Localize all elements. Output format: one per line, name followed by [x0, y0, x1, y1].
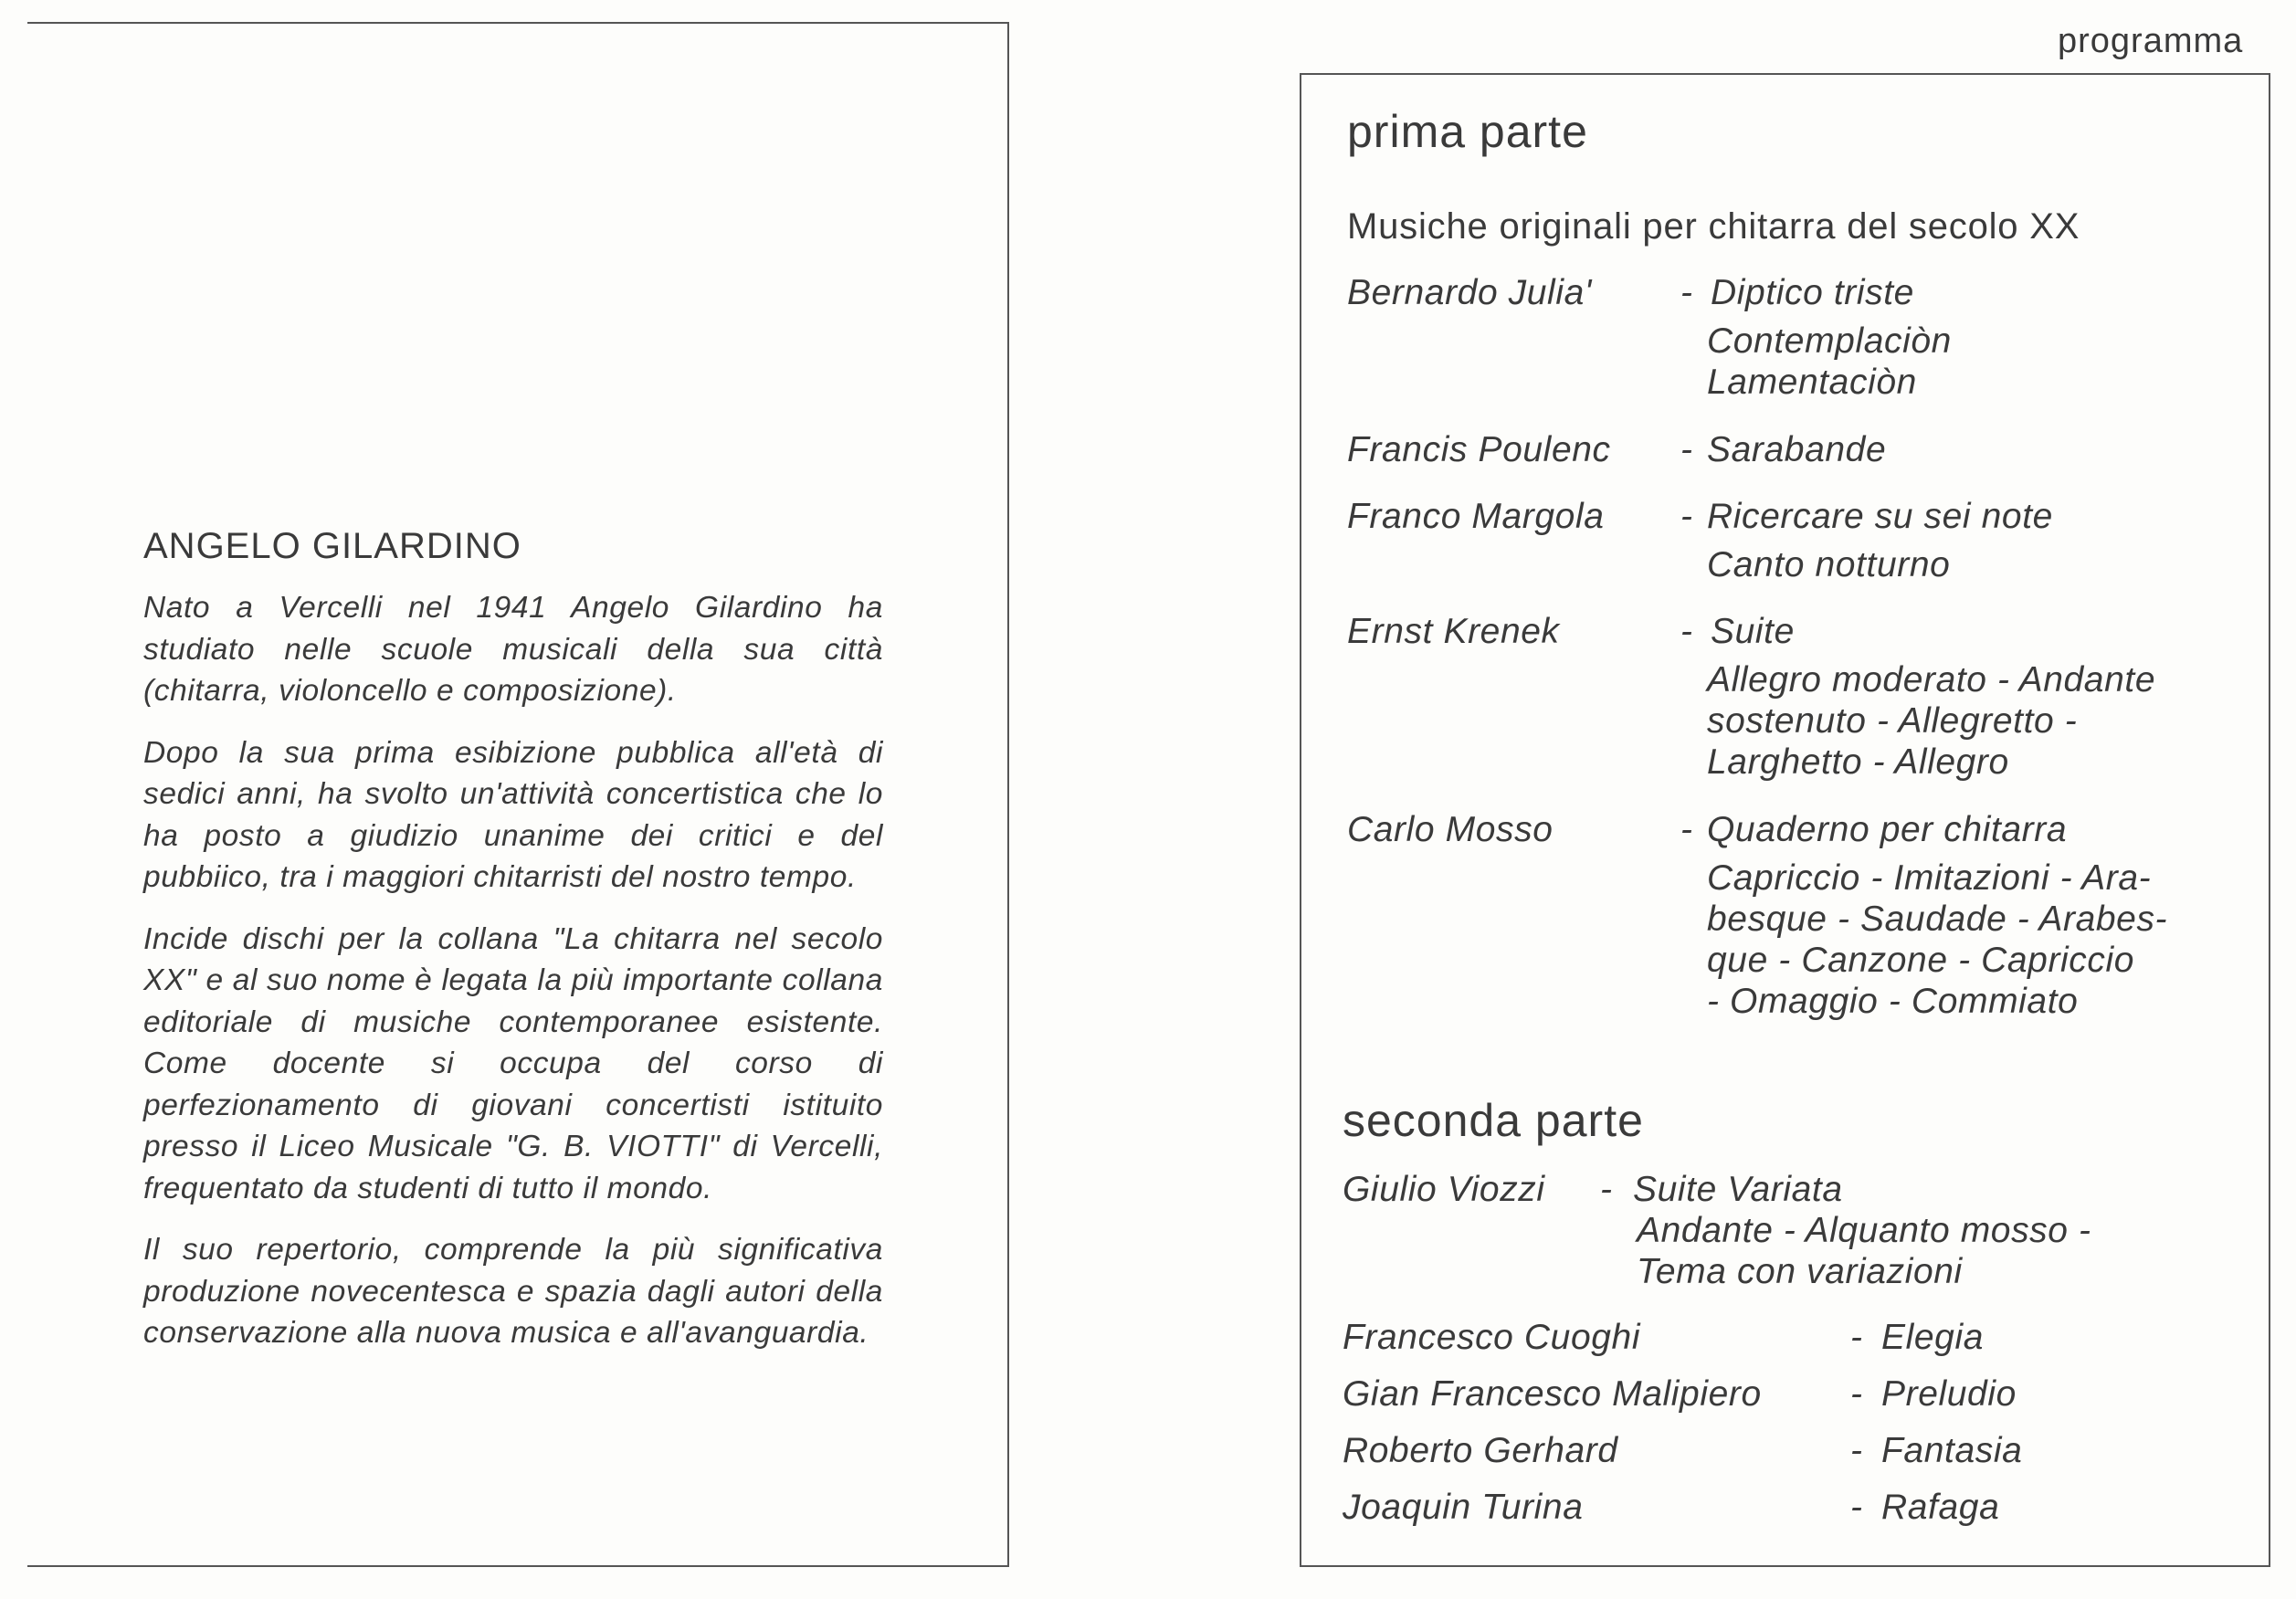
bio-paragraph-2: Dopo la sua prima esibizione pubblica all'età di sedici anni, ha svolto un'attività concertistica che lo ha posto a giudizio unanime dei critici e del pubbiico, tra i maggiori chitarristi del nostro tempo.	[143, 735, 883, 894]
work-detail: Tema con variazioni	[1637, 1252, 1963, 1291]
work-title: Ricercare su sei note	[1707, 497, 2053, 536]
dash: -	[1680, 497, 1693, 536]
bio-title: ANGELO GILARDINO	[143, 526, 521, 566]
work-title: Rafaga	[1881, 1488, 2000, 1527]
dash: -	[1680, 273, 1693, 312]
work-detail: Canto notturno	[1707, 545, 1951, 584]
composer-name: Ernst Krenek	[1347, 612, 1560, 651]
composer-name: Giulio Viozzi	[1343, 1170, 1545, 1209]
work-title: Suite Variata	[1633, 1170, 1843, 1209]
seconda-parte-title-wrap	[1343, 1094, 2238, 1147]
work-detail: besque - Saudade - Arabes-	[1707, 899, 2168, 939]
work-detail: Lamentaciòn	[1707, 363, 1917, 402]
biography	[143, 526, 883, 1374]
prima-parte-subheading-wrap	[1347, 206, 2242, 247]
work-title: Elegia	[1881, 1318, 1985, 1357]
dash: -	[1850, 1431, 1863, 1470]
section-title-prima: prima parte	[1347, 106, 1588, 157]
composer-name: Joaquin Turina	[1343, 1488, 1584, 1527]
work-detail: - Omaggio - Commiato	[1707, 982, 2079, 1021]
work-detail: que - Canzone - Capriccio	[1707, 941, 2135, 980]
work-detail: Larghetto - Allegro	[1707, 742, 2009, 782]
composer-name: Francesco Cuoghi	[1343, 1318, 1641, 1357]
dash: -	[1850, 1374, 1863, 1414]
work-detail: Capriccio - Imitazioni - Ara-	[1707, 858, 2152, 898]
composer-name: Gian Francesco Malipiero	[1343, 1374, 1762, 1414]
work-title: Quaderno per chitarra	[1707, 810, 2068, 849]
dash: -	[1680, 612, 1693, 651]
composer-name: Roberto Gerhard	[1343, 1431, 1618, 1470]
dash: -	[1600, 1170, 1613, 1209]
composer-name: Carlo Mosso	[1347, 810, 1553, 849]
work-title: Suite	[1711, 612, 1795, 651]
work-detail: Andante - Alquanto mosso -	[1637, 1211, 2091, 1250]
composer-name: Franco Margola	[1347, 497, 1605, 536]
work-detail: sostenuto - Allegretto -	[1707, 701, 2078, 741]
composer-name: Francis Poulenc	[1347, 430, 1611, 469]
dash: -	[1850, 1318, 1863, 1357]
bio-paragraph-1: Nato a Vercelli nel 1941 Angelo Gilardino ha studiato nelle scuole musicali della sua città (chitarra, violoncello e composizione).	[143, 591, 883, 708]
prima-parte-title	[1347, 105, 2242, 158]
programma-tag: programma	[2058, 22, 2244, 60]
prima-parte-subheading: Musiche originali per chitarra del secolo XX	[1347, 206, 2080, 247]
bio-paragraph-3: Incide dischi per la collana "La chitarra nel secolo XX" e al suo nome è legata la più importante collana editoriale di musiche contemporanee esistente. Come docente si occupa del corso di perfezionamento di giovani concertisti istituito presso il Liceo Musicale "G. B. VIOTTI" di Vercelli, frequentato da studenti di tutto il mondo.	[143, 921, 883, 1205]
dash: -	[1850, 1488, 1863, 1527]
composer-name: Bernardo Julia'	[1347, 273, 1592, 312]
work-detail: Allegro moderato - Andante	[1707, 660, 2156, 700]
work-title: Sarabande	[1707, 430, 1887, 469]
work-title: Preludio	[1881, 1374, 2017, 1414]
dash: -	[1680, 810, 1693, 849]
bio-paragraph-4: Il suo repertorio, comprende la più significativa produzione novecentesca e spazia dagli autori della conservazione alla nuova musica e all'avanguardia.	[143, 1233, 883, 1350]
work-title: Diptico triste	[1711, 273, 1914, 312]
section-title-seconda: seconda parte	[1343, 1095, 1644, 1146]
work-detail: Contemplaciòn	[1707, 321, 1952, 361]
work-title: Fantasia	[1881, 1431, 2023, 1470]
dash: -	[1680, 430, 1693, 469]
